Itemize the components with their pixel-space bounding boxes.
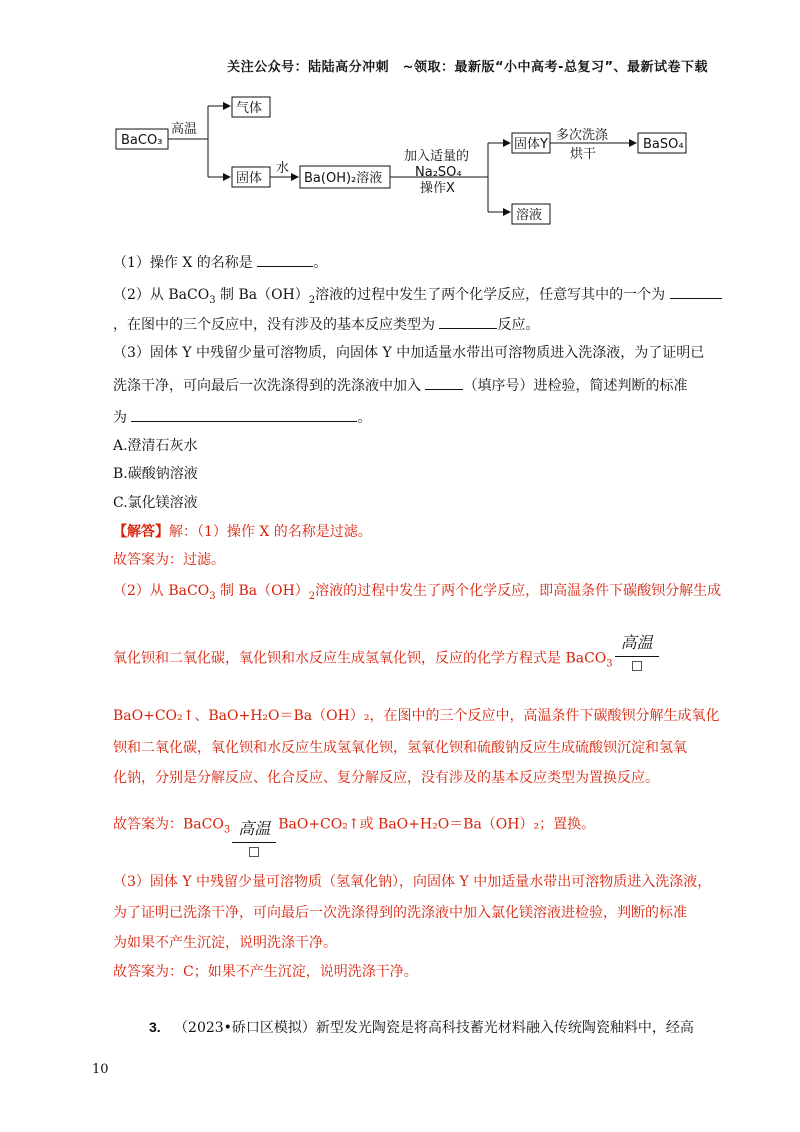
answer-blank-2b[interactable] bbox=[439, 313, 497, 329]
wash-line1: 多次洗涤 bbox=[556, 128, 609, 143]
baco3-label: BaCO₃ bbox=[121, 133, 163, 148]
answer-blank-3a[interactable] bbox=[425, 374, 463, 390]
question-3-next: 3. （2023•硚口区模拟）新型发光陶瓷是将高科技蓄光材料融入传统陶瓷釉料中，经高 bbox=[149, 1019, 694, 1036]
high-temp-label: 高温 bbox=[171, 122, 198, 137]
page-header: 关注公众号：陆陆高分冲刺 ~领取：最新版“小中高考-总复习”、最新试卷下载 bbox=[227, 60, 708, 75]
answer-3-final: 故答案为：C；如果不产生沉淀，说明洗涤干净。 bbox=[113, 964, 418, 980]
option-c: C.氯化镁溶液 bbox=[113, 495, 198, 511]
answer-1: 【解答】解：（1）操作 X 的名称是过滤。 bbox=[113, 524, 372, 540]
flow-diagram bbox=[0, 0, 800, 240]
water-label: 水 bbox=[276, 161, 290, 176]
answer-3-line2: 为了证明已洗涤干净，可向最后一次洗涤得到的洗涤液中加入氯化镁溶液进检验，判断的标准 bbox=[113, 905, 687, 921]
answer-3-line3: 为如果不产生沉淀，说明洗涤干净。 bbox=[113, 935, 337, 951]
baoh2-label: Ba(OH)₂溶液 bbox=[304, 171, 383, 186]
answer-1-final: 故答案为：过滤。 bbox=[113, 552, 225, 568]
high-temp-condition-2: 高温 bbox=[232, 820, 276, 857]
question-3-line3: 为 。 bbox=[113, 406, 371, 428]
answer-blank-1[interactable] bbox=[257, 251, 313, 267]
answer-blank-3b[interactable] bbox=[131, 406, 357, 422]
question-2-line2: ，在图中的三个反应中，没有涉及的基本反应类型为 反应。 bbox=[113, 313, 539, 335]
answer-2-line5: 化钠，分别是分解反应、化合反应、复分解反应，没有涉及的基本反应类型为置换反应。 bbox=[113, 770, 659, 786]
solid-label: 固体 bbox=[236, 171, 263, 186]
option-b: B.碳酸钠溶液 bbox=[113, 466, 198, 482]
reagent-line2: Na₂SO₄ bbox=[415, 165, 462, 180]
solution-label: 溶液 bbox=[516, 208, 543, 223]
solid-y-label: 固体Y bbox=[514, 137, 548, 152]
answer-2-line4: 钡和二氧化碳，氧化钡和水反应生成氢氧化钡，氢氧化钡和硫酸钠反应生成硫酸钡沉淀和氢氧 bbox=[113, 740, 687, 756]
question-1: （1）操作 X 的名称是 。 bbox=[113, 251, 327, 273]
answer-2-line2: 氧化钡和二氧化碳，氧化钡和水反应生成氢氧化钡，反应的化学方程式是 BaCO$_3$ 高温 bbox=[113, 640, 661, 677]
wash-line2: 烘干 bbox=[570, 147, 597, 162]
question-3-line1: （3）固体 Y 中残留少量可溶物质，向固体 Y 中加适量水带出可溶物质进入洗涤液，为了证明已 bbox=[113, 345, 705, 361]
high-temp-condition: 高温 bbox=[615, 634, 659, 671]
reagent-line1: 加入适量的 bbox=[404, 149, 470, 164]
page-number: 10 bbox=[92, 1062, 109, 1077]
gas-label: 气体 bbox=[236, 101, 263, 116]
reagent-line3: 操作X bbox=[420, 181, 455, 196]
question-3-line2: 洗涤干净，可向最后一次洗涤得到的洗涤液中加入 （填序号）进检验，简述判断的标准 bbox=[113, 374, 687, 396]
question-2-line1: （2）从 BaCO$_3$ 制 $Ba(OH)_2$溶液的过程中发生了两个化学反应，任意写其中的一个为 bbox=[113, 283, 722, 311]
baso4-label: BaSO₄ bbox=[643, 137, 684, 152]
answer-2-line1: （2）从 BaCO$_3$ 制 $Ba(OH)_2$溶液的过程中发生了两个化学反应，即高温条件下碳酸钡分解生成 bbox=[113, 583, 722, 602]
option-a: A.澄清石灰水 bbox=[113, 438, 198, 454]
answer-blank-2a[interactable] bbox=[670, 283, 722, 299]
answer-2-final: 故答案为：BaCO$_3$ 高温 BaO+CO₂↑或 BaO+H₂O＝Ba（OH）₂；置换。 bbox=[113, 806, 595, 843]
answer-2-line3: BaO+CO₂↑、BaO+H₂O＝Ba（OH）₂，在图中的三个反应中，高温条件下碳酸钡分解生成氧化 bbox=[113, 708, 720, 724]
answer-3-line1: （3）固体 Y 中残留少量可溶物质（氢氧化钠），向固体 Y 中加适量水带出可溶物质进入洗涤液， bbox=[113, 874, 712, 890]
